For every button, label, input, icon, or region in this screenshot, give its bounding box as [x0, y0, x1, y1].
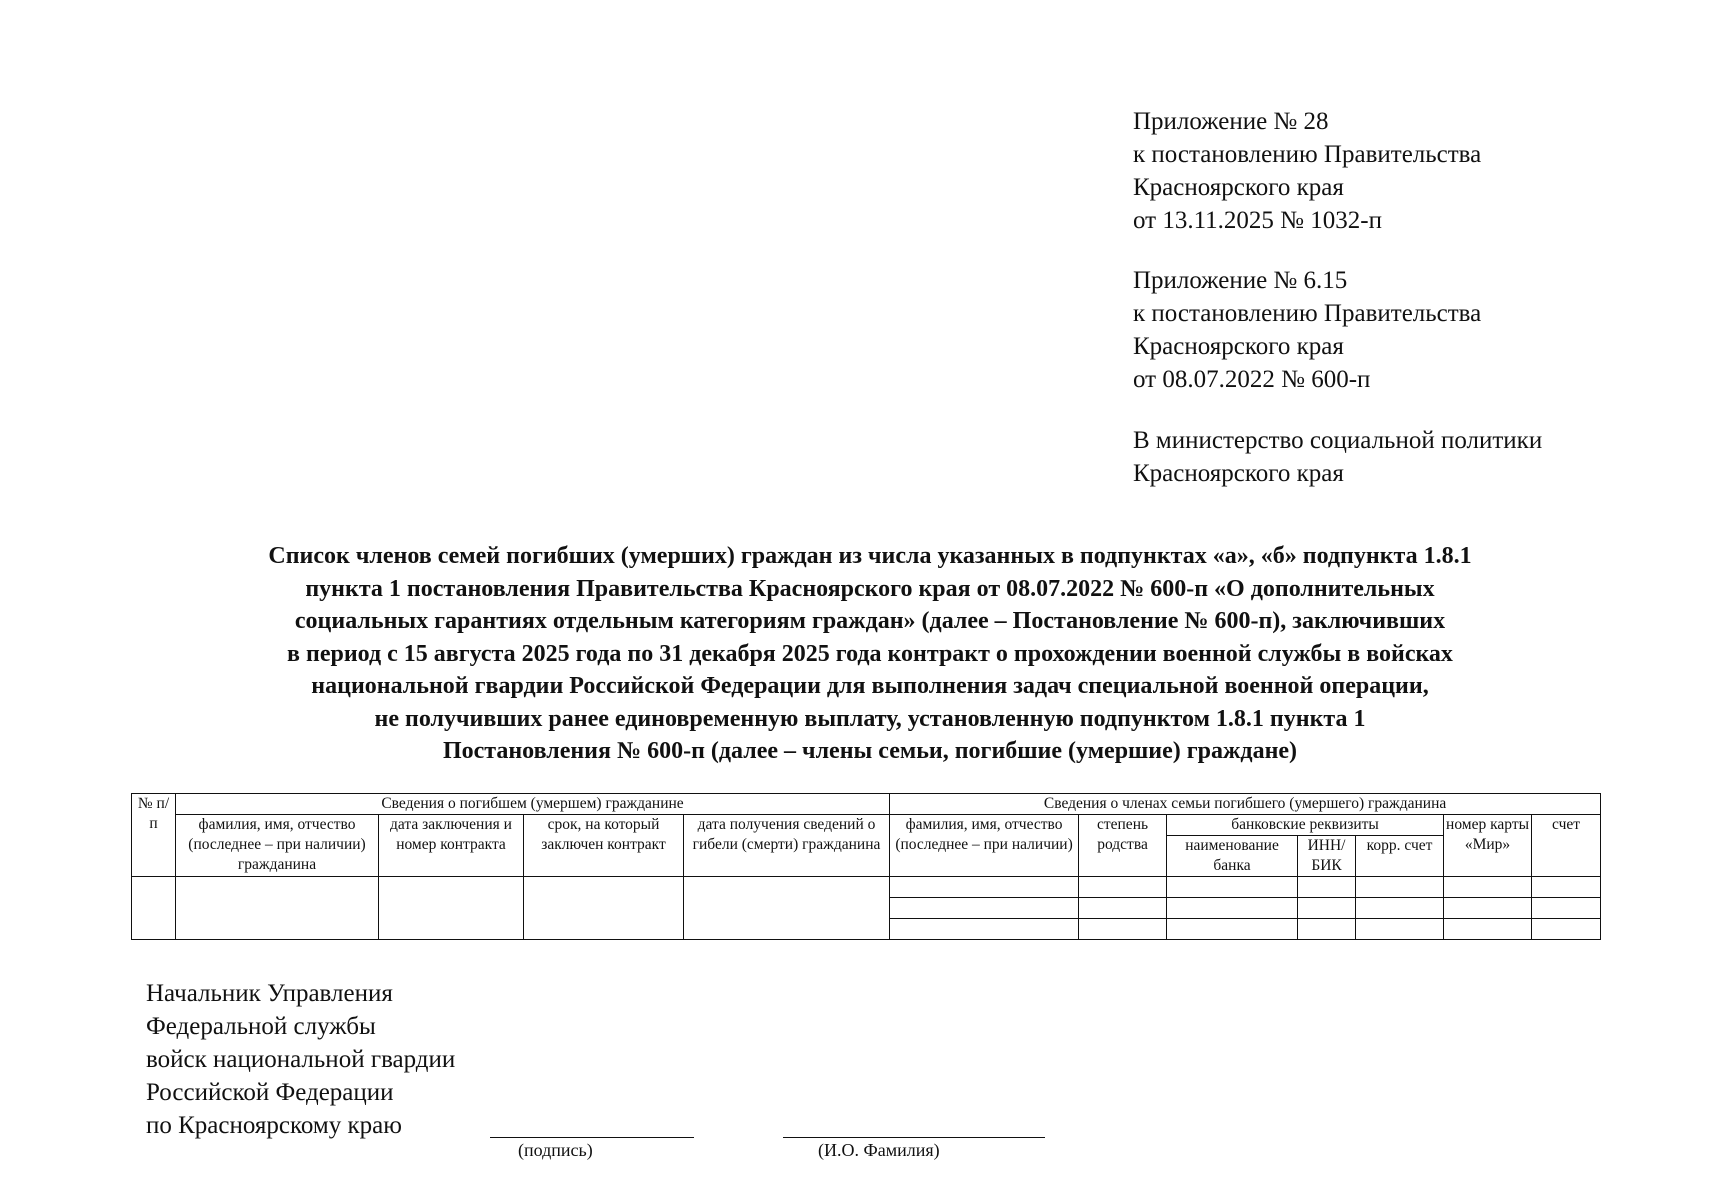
cell-corr-account — [1356, 919, 1444, 940]
title-line: Список членов семей погибших (умерших) граждан из числа указанных в подпунктах «а», «б» подпункта 1.8.1 — [268, 543, 1472, 569]
cell-contract-term — [524, 877, 684, 940]
cell-mir-card-number — [1444, 877, 1532, 898]
cell-family-member-name — [890, 898, 1079, 919]
header-family-member-name: фамилия, имя, отчество (последнее – при наличии) — [890, 815, 1079, 877]
header-corr-account: корр. счет — [1356, 836, 1444, 877]
addressee — [1133, 424, 1542, 490]
cell-mir-card-number — [1444, 919, 1532, 940]
cell-bank-name — [1167, 877, 1298, 898]
header-family-group: Сведения о членах семьи погибшего (умершего) гражданина — [890, 794, 1601, 815]
title-line: социальных гарантиях отдельным категориям граждан» (далее – Постановление № 600-п), заключивших — [294, 608, 1446, 634]
appendix-line: Красноярского края — [1133, 333, 1344, 360]
cell-deceased-name — [176, 877, 379, 940]
cell-bank-name — [1167, 898, 1298, 919]
cell-family-member-name — [890, 877, 1079, 898]
title-line: национальной гвардии Российской Федерации для выполнения задач специальной военной операции, — [311, 673, 1429, 699]
table-row — [132, 877, 1601, 898]
cell-relation-degree — [1079, 877, 1167, 898]
header-contract-term: срок, на который заключен контракт — [524, 815, 684, 877]
title-line: Постановления № 600-п (далее – члены семьи, погибшие (умершие) граждане) — [442, 738, 1298, 764]
cell-relation-degree — [1079, 919, 1167, 940]
appendix-line: к постановлению Правительства — [1133, 141, 1482, 168]
cell-account — [1532, 898, 1601, 919]
family-members-table — [131, 793, 1601, 940]
appendix-line: от 13.11.2025 № 1032-п — [1133, 207, 1382, 234]
position-line: войск национальной гвардии — [146, 1046, 456, 1073]
appendix-line: Красноярского края — [1133, 174, 1344, 201]
signatory-position — [146, 977, 455, 1142]
appendix-line: от 08.07.2022 № 600-п — [1133, 366, 1371, 393]
title-line: пункта 1 постановления Правительства Красноярского края от 08.07.2022 № 600-п «О дополнительных — [305, 575, 1435, 602]
cell-account — [1532, 877, 1601, 898]
appendix-line: Приложение № 6.15 — [1133, 267, 1348, 294]
cell-corr-account — [1356, 877, 1444, 898]
cell-inn-bik — [1298, 919, 1356, 940]
cell-relation-degree — [1079, 898, 1167, 919]
cell-corr-account — [1356, 898, 1444, 919]
header-bank-name: наименование банка — [1167, 836, 1298, 877]
cell-contract-date-number — [379, 877, 524, 940]
position-line: Российской Федерации — [146, 1079, 394, 1106]
signature-caption: (подпись) — [518, 1140, 593, 1160]
header-account: счет — [1532, 815, 1601, 877]
cell-death-info-date — [684, 877, 890, 940]
cell-row-number — [132, 877, 176, 940]
header-inn-bik: ИНН/ БИК — [1298, 836, 1356, 877]
title-line: в период с 15 августа 2025 года по 31 декабря 2025 года контракт о прохождении военной службы в войсках — [287, 640, 1453, 667]
header-mir-card-number: номер карты «Мир» — [1444, 815, 1532, 877]
header-row-number: № п/п — [132, 794, 176, 877]
cell-bank-name — [1167, 919, 1298, 940]
addressee-line: В министерство социальной политики — [1133, 427, 1543, 454]
appendix-6-15-reference — [1133, 264, 1481, 396]
cell-mir-card-number — [1444, 898, 1532, 919]
header-death-info-date: дата получения сведений о гибели (смерти) гражданина — [684, 815, 890, 877]
header-deceased-name: фамилия, имя, отчество (последнее – при наличии) гражданина — [176, 815, 379, 877]
header-deceased-group: Сведения о погибшем (умершем) гражданине — [176, 794, 890, 815]
cell-family-member-name — [890, 919, 1079, 940]
addressee-line: Красноярского края — [1133, 460, 1344, 487]
appendix-line: к постановлению Правительства — [1133, 300, 1482, 327]
cell-inn-bik — [1298, 877, 1356, 898]
title-line: не получивших ранее единовременную выплату, установленную подпунктом 1.8.1 пункта 1 — [374, 705, 1366, 732]
position-line: по Красноярскому краю — [146, 1112, 402, 1139]
name-caption: (И.О. Фамилия) — [818, 1140, 940, 1160]
header-contract-date-number: дата заключения и номер контракта — [379, 815, 524, 877]
header-relation-degree: степень родства — [1079, 815, 1167, 877]
position-line: Федеральной службы — [146, 1013, 376, 1040]
position-line: Начальник Управления — [146, 980, 393, 1007]
header-bank-details: банковские реквизиты — [1167, 815, 1444, 836]
appendix-line: Приложение № 28 — [1133, 108, 1329, 135]
document-title — [140, 540, 1600, 768]
appendix-28-reference — [1133, 105, 1481, 237]
cell-account — [1532, 919, 1601, 940]
cell-inn-bik — [1298, 898, 1356, 919]
